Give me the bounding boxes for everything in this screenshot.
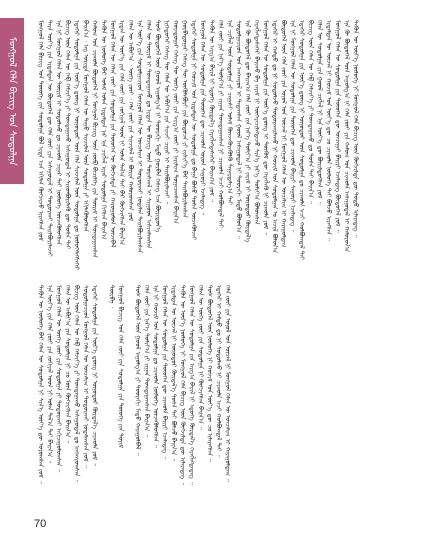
text-column-line: ᠪᠦᠲᠦᠭᠡᠯ ᠦᠨ ᠬᠡᠯᠡ ᠵᠦᠢ ᠶᠢᠨ ᠣᠨᠣᠯ ᠤᠨ ᠦᠵᠡᠯ ᠨᠢ ᠮᠣᠩᠭᠣᠯ ᠬᠡᠯᠡᠨ ᠦ ᠣᠨᠴᠠᠯᠢᠭ ᠢ ᠬᠠᠷᠠᠭᠤᠯᠳᠠᠭ [280,20,287,248]
text-column-line: ᠡᠨᠡ ᠨᠢ ᠮᠣᠩᠭᠣᠯ ᠬᠡᠯᠡᠨ ᠦ ᠰᠤᠳᠤᠯᠭᠠ ᠶᠢᠨ ᠲᠦᠦᠬᠡᠨ ᠳᠦ ᠴᠢᠬᠤᠯᠠ ᠪᠠᠢᠷᠢ ᠰᠠᠭᠤᠷᠢ ᠡᠵᠡᠯᠡᠳᠡᠭ ᠃ [289,20,296,233]
text-column-line: ᠮᠣᠩᠭᠣᠯ ᠬᠡᠯᠡᠨ ᠦ ᠰᠤᠳᠤᠯᠭᠠ ᠶᠢᠨ ᠲᠦᠦᠬᠡᠨ ᠳᠦ ᠣᠨᠴᠠᠭᠠᠢ ᠪᠠᠢᠷᠢ ᠡᠵᠡᠯᠡᠳᠡᠭ ᠪᠦᠲᠦᠭᠡᠯ ᠶᠤᠮ ᠃ [334,20,341,233]
text-column-line: ᠬᠠᠮᠤᠭ ᠤᠨ ᠴᠢᠬᠤᠯᠠ ᠪᠦᠲᠦᠭᠡᠯ ᠨᠢ ᠮᠣᠩᠭᠣᠯ ᠪᠢᠴᠢᠭ ᠦᠨ ᠵᠥᠪ ᠪᠢᠴᠢᠯᠭᠡ ᠶᠢᠨ ᠳᠦᠷᠢᠮ ᠢ ᠲᠣᠭᠲᠠᠭᠠᠭᠰᠠᠨ [91,20,98,258]
text-column-line: ᠲᠡᠭᠦᠨ ᠦ ᠠᠷᠭ᠎ᠠ ᠪᠠᠷᠢᠯ ᠨᠢ ᠡᠳᠦᠭᠡ ᠬᠦᠷᠲᠡᠯ᠎ᠡ ᠬᠡᠷᠡᠭᠯᠡᠭᠳᠡᠰᠡᠭᠡᠷ ᠪᠠᠢᠭ᠎ᠠ ᠶᠤᠮ ᠃ [208,20,215,203]
text-column-line: ᠮᠣᠩᠭᠣᠯ ᠬᠡᠯᠡᠨ ᠦ ᠦᠭᠡ ᠵᠦᠢ ᠶᠢᠨ ᠰᠤᠳᠤᠯᠭᠠ ᠶᠢ ᠲᠣᠳᠣᠷᠬᠠᠢ ᠠᠬᠢᠴᠠᠭᠤᠯᠤᠭᠰᠠᠨ ᠃ [55,285,62,473]
text-column-line: ᠡᠷᠳᠡᠮᠲᠡᠨ ᠦ ᠦᠵᠡᠯ ᠨᠢ ᠥᠨᠥᠳᠦᠷ ᠬᠦᠷᠲᠡᠯ᠎ᠡ ᠲᠤᠰᠠ ᠲᠠᠢ ᠪᠣᠯᠵᠤ ᠪᠠᠢᠨ᠎ᠠ ᠃ [170,285,177,462]
text-column-line: ᠲᠤᠰ ᠪᠦᠲᠦᠭᠡᠯ ᠦᠨ ᠭᠣᠣᠯ ᠠᠭᠤᠯᠭ᠎ᠠ ᠨᠢ ᠳᠣᠣᠷᠠᠬᠢ ᠮᠡᠲᠦ ᠭᠤᠷᠪᠠᠨ ᠬᠡᠰᠡᠭ ᠡᠴᠡ ᠪᠦᠷᠢᠳᠦᠨ᠎ᠡ [154,20,161,233]
text-column-line: ᠪᠢᠴᠢᠭ ᠦᠨ ᠬᠡᠯᠡᠨ ᠦ ᠬᠡᠪ ᠬᠡᠮᠵᠢᠶ᠎ᠡ ᠶᠢ ᠲᠣᠭᠲᠠᠭᠠᠬᠤ ᠠᠰᠠᠭᠤᠳᠠᠯ ᠢ ᠰᠢᠢᠳᠪᠦᠷᠢᠯᠡᠬᠦ ᠳᠦ ᠲᠤᠰᠠ ᠲᠠᠢ [64,20,71,250]
text-column-line: ᠲᠡᠭᠦᠨ ᠦ ᠨᠥᠯᠥᠭᠡ ᠪᠡᠷ ᠤᠯᠠᠮ ᠣᠯᠠᠨ ᠡᠷᠳᠡᠮᠲᠡᠨ ᠨᠠᠷ ᠡᠨᠡ ᠴᠢᠭᠯᠡᠯ ᠢᠶᠡᠷ ᠰᠤᠳᠤᠯᠭᠠ ᠬᠢᠭᠰᠡᠨ ᠪᠠᠢᠨ᠎ᠠ [100,20,107,240]
text-column-line: ᠡᠨᠡ ᠬᠦ ᠪᠦᠲᠦᠭᠡᠯ ᠦᠨ ᠠᠭᠤᠯᠭ᠎ᠠ ᠨᠢ ᠬᠡᠯᠡ ᠵᠦᠢ ᠶᠢᠨ ᠬᠠᠮᠤᠭ ᠤᠨ ᠴᠢᠬᠤᠯᠠ ᠠᠰᠠᠭᠤᠳᠠᠯ ᠢ ᠬᠠᠮᠤᠷᠤᠨ᠎ᠠ [343,20,350,253]
text-column-line: ᠮᠣᠩᠭᠣᠯ ᠬᠡᠯᠡᠨ ᠦ ᠰᠤᠳᠤᠯᠭᠠ ᠶᠢᠨ ᠲᠦᠦᠬᠡᠨ ᠳᠦ ᠴᠢᠬᠤᠯᠠ ᠣᠷᠤᠨ ᠰᠠᠭᠤᠷᠢ ᠡᠵᠡᠯᠡᠳᠡᠭ ᠃ [199,20,206,216]
text-column-line: ᠬᠡᠯᠡ ᠵᠦᠢ ᠶᠢᠨ ᠣᠨᠣᠯ ᠤᠨ ᠦᠵᠡᠯ ᠨᠢ ᠮᠣᠩᠭᠣᠯ ᠬᠡᠯᠡᠨ ᠦ ᠣᠨᠴᠠᠯᠢᠭ ᠢ ᠬᠠᠷᠠᠭᠤᠯᠳᠠᠭ ᠃ [224,285,231,482]
text-column-line: ᠪᠠᠢᠨ᠎ᠠ ᠂ ᠡᠩ ᠤᠷᠢᠳᠠ ᠮᠣᠩᠭᠣᠯ ᠬᠡᠯᠡᠨ ᠦ ᠳᠠᠭᠤ ᠰᠢᠨᠵᠢᠯᠡᠯ ᠦᠨ ᠰᠤᠳᠤᠯᠭᠠ ᠶᠢ ᠡᠬᠢᠯᠡᠭᠦᠯᠦᠭᠰᠡᠨ [82,20,89,232]
text-column-line: ᠰᠤᠳᠤᠯᠭᠠᠴᠢᠳ ᠮᠣᠩᠭᠣᠯ ᠬᠡᠯᠡᠨ ᠦ ᠣᠨᠴᠠᠯᠢᠭ ᠢ ᠲᠣᠳᠣᠷᠬᠠᠢ ᠨᠣᠲᠠᠯᠠᠭᠰᠠᠨ ᠶᠤᠮ ᠃ [82,285,89,468]
text-column-line: ᠬᠡᠯᠡ ᠵᠦᠢ ᠶᠢᠨ ᠨᠡᠷ᠎ᠡ ᠲᠣᠮᠢᠶ᠎ᠠ ᠶᠢ ᠵᠢᠭᠠᠨ ᠲᠣᠭᠲᠠᠭᠠᠭᠰᠠᠨ ᠪᠠᠢᠨ᠎ᠠ ᠃ [143,285,150,438]
section-heading-number: ᠳᠥᠷᠪᠡ ᠂ [108,285,115,309]
text-column-line: ᠲᠤᠰ ᠪᠦᠲᠦᠭᠡᠯ ᠦᠨ ᠭᠣᠣᠯ ᠠᠭᠤᠯᠭ᠎ᠠ ᠶᠢ ᠳᠣᠣᠷᠠᠬᠢ ᠮᠡᠲᠦ ᠬᠠᠷᠠᠭᠤᠯᠪᠠᠯ ᠃ [134,285,141,456]
text-column-line: ᠡᠷᠲᠡᠨ ᠦ ᠦᠶ᠎ᠡ ᠶᠢᠨ ᠬᠡᠯᠡ ᠵᠦᠢ ᠶᠢᠨ ᠵᠣᠬᠢᠶᠠᠯ ᠤᠳ ᠨᠢ ᠣᠯᠠᠨ ᠲᠠᠯ᠎ᠠ ᠲᠠᠢ ᠪᠡᠷ ᠬᠥᠭᠵᠢᠭᠰᠡᠨ ᠪᠠᠢᠨ᠎ᠠ [118,20,125,246]
text-column-line: ᠡᠳᠡᠭᠡᠷ ᠰᠤᠳᠤᠯᠭᠠ ᠨᠢ ᠬᠣᠵᠢᠮ ᠤᠨ ᠡᠷᠳᠡᠮᠲᠡᠨ ᠦ ᠰᠤᠳᠤᠯᠭᠠ ᠳᠤ ᠪᠠᠭᠠ ᠪᠤᠰᠤ ᠲᠤᠰᠠ ᠦᠵᠡᠭᠦᠯᠵᠡᠢ [190,20,197,241]
text-column-line: ᠡᠳᠡᠭᠡᠷ ᠰᠤᠳᠤᠯᠭᠠ ᠶᠢᠨ ᠦᠷ᠎ᠡ ᠳ᠋ᠦᠩ ᠨᠢ ᠥᠨᠥᠳᠦᠷ ᠦᠨ ᠰᠤᠳᠤᠯᠭᠠ ᠳᠤ ᠴᠢᠬᠤᠯᠠ ᠠᠴᠢ ᠬᠣᠯᠪᠣᠭᠳᠠᠯ ᠲᠠᠢ [298,20,305,260]
text-column-line: ᠲᠡᠭᠦᠨ ᠦ ᠦᠷ᠎ᠡ ᠨᠥᠯᠥᠭᠡ ᠨᠢ ᠮᠣᠩᠭᠣᠯ ᠬᠡᠯᠡ ᠪᠢᠴᠢᠭ ᠦᠨ ᠬᠥᠭᠵᠢᠯᠲᠡ ᠳᠦ ᠢᠯᠡᠷᠡᠳᠡᠭ ᠃ [179,285,186,486]
section-heading-title: ᠮᠣᠩᠭᠣᠯ ᠪᠢᠴᠢᠭ ᠤᠨ ᠬᠡᠯᠡ ᠵᠦᠢ ᠶᠢᠨ ᠰᠤᠳᠤᠯᠭᠠ ᠶᠢᠨ ᠲᠦᠦᠬᠡ ᠶᠢᠨ ᠲᠣᠶᠢᠮ [117,285,124,449]
text-column-line: ᠡᠳᠡᠭᠡᠷ ᠰᠤᠳᠤᠯᠭᠠ ᠶᠢᠨ ᠦᠷ᠎ᠡ ᠳ᠋ᠦᠩ ᠨᠢ ᠥᠨᠥᠳᠦᠷ ᠬᠦᠷᠲᠡᠯ᠎ᠡ ᠴᠢᠬᠤᠯᠠ ᠶᠤᠮ ᠃ [91,285,98,467]
text-column-line: ᠡᠨᠡ ᠦᠶ᠎ᠡ ᠶᠢᠨ ᠬᠡᠯᠡ ᠵᠦᠢ ᠶᠢᠨ ᠵᠣᠬᠢᠶᠠᠯ ᠤᠳ ᠨᠢ ᠣᠯᠠᠨ ᠲᠠᠯ᠎ᠠ ᠲᠠᠢ ᠪᠠᠢᠨ᠎ᠠ ᠃ [46,285,53,464]
text-column-line: ᠬᠡᠯᠡ ᠵᠦᠢ ᠶᠢᠨ ᠨᠡᠷ᠎ᠡ ᠲᠣᠮᠢᠶ᠎ᠠ ᠶᠢ ᠵᠢᠭᠠᠨ ᠲᠣᠭᠲᠠᠭᠠᠭᠰᠠᠨ ᠨᠢ ᠴᠢᠬᠤᠯᠠ ᠠᠴᠢ ᠬᠣᠯᠪᠣᠭᠳᠠᠯ ᠲᠠᠢ [217,20,224,228]
text-column-line: ᠬᠡᠯᠡᠨ ᠦ ᠠᠪᠢᠶ᠎ᠠ ᠂ ᠦᠭᠡ ᠵᠦᠢ ᠂ ᠬᠡᠯᠡ ᠵᠦᠢ ᠶᠢᠨ ᠰᠢᠨᠵᠢᠯᠡᠯ ᠢ ᠪᠦᠷᠢᠨ ᠬᠠᠮᠤᠷᠤᠭᠰᠠᠨ ᠶᠤᠮ [127,20,134,222]
text-column-line: ᠮᠣᠩᠭᠣᠯ ᠬᠡᠯᠡ ᠪᠢᠴᠢᠭ ᠤᠨ ᠲᠦᠦᠬᠡ ᠶᠢᠨ ᠰᠤᠳᠤᠯᠭᠠ ᠪᠣᠯ ᠡᠷᠲᠡ ᠡᠴᠡ ᠡᠬᠢᠯᠡᠨ ᠬᠥᠭᠵᠢᠵᠦ ᠢᠷᠡᠭᠰᠡᠨ ᠶᠤᠮ [37,20,44,241]
text-column-line: ᠬᠡᠯᠡᠨ ᠦ ᠦᠭᠡ ᠵᠦᠢ ᠶᠢᠨ ᠰᠤᠳᠤᠯᠭᠠ ᠨᠢ ᠬᠥᠭᠵᠢᠭᠰᠡᠨ ᠪᠠᠢᠨ᠎ᠠ ᠃ [197,285,204,430]
page-number: 70 [34,518,47,530]
text-column-line: ᠪᠢᠴᠢᠭ ᠦᠨ ᠬᠡᠯᠡᠨ ᠦ ᠬᠡᠪ ᠬᠡᠮᠵᠢᠶ᠎ᠡ ᠶᠢ ᠲᠣᠭᠲᠠᠭᠠᠬᠤ ᠠᠰᠠᠭᠤᠳᠠᠯ ᠳᠤ ᠠᠩᠬᠠᠷᠤᠭᠰᠠᠨ ᠃ [73,285,80,483]
text-column-line: ᠮᠣᠩᠭᠣᠯ ᠬᠡᠯᠡᠨ ᠦ ᠬᠡᠯᠡᠨ ᠵᠦᠢ ᠶᠢᠨ ᠰᠤᠳᠤᠯᠭᠠ ᠶᠢᠨ ᠲᠦᠦᠬᠡᠨ ᠦ ᠬᠥᠭᠵᠢᠯᠲᠡ ᠶᠢ ᠬᠠᠷᠤᠭᠤᠯᠤᠨ ᠦᠵᠡᠪᠡᠯ [109,20,116,248]
text-column-line: ᠡᠨᠡ ᠦᠶ᠎ᠡ ᠶᠢᠨ ᠰᠤᠳᠤᠯᠭᠠᠴᠢᠳ ᠮᠣᠩᠭᠣᠯ ᠬᠡᠯᠡᠨ ᠦ ᠣᠨᠴᠠᠯᠢᠭ ᠢ ᠲᠣᠳᠣᠷᠬᠠᠢ ᠨᠣᠲᠠᠯᠠᠨ ᠲᠠᠢᠯᠪᠤᠷᠢᠯᠠᠭᠰᠠᠨ [136,20,143,254]
chapter-side-tab [0,18,24,184]
text-column-line: ᠮᠣᠩᠭᠣᠯ ᠬᠡᠯᠡᠨ ᠦ ᠰᠤᠳᠤᠯᠭᠠ ᠶᠢᠨ ᠠᠷᠭ᠎ᠠ ᠪᠠᠷᠢᠯ ᠨᠢ ᠡᠳᠦᠭᠡ ᠬᠦᠷᠲᠡᠯ᠎ᠡ ᠬᠡᠷᠡᠭᠯᠡᠭᠳᠡᠳᠡᠭ ᠃ [188,285,195,485]
text-column-line: ᠮᠣᠩᠭᠣᠯ ᠬᠡᠯᠡᠨ ᠦ ᠰᠤᠳᠤᠯᠭᠠ ᠶᠢᠨ ᠲᠦᠦᠬᠡᠨ ᠳᠦ ᠴᠢᠬᠤᠯᠠ ᠪᠠᠢᠷᠢ ᠡᠵᠡᠯᠡᠳᠡᠭ ᠃ [161,285,168,460]
body-text-bottom [36,285,398,507]
text-column-line: ᠲᠡᠷᠡ ᠦᠶ᠎ᠡ ᠶᠢᠨ ᠡᠷᠳᠡᠮᠲᠡᠨ ᠦ ᠪᠦᠲᠦᠭᠡᠯ ᠳᠦ ᠬᠡᠯᠡ ᠵᠦᠢ ᠶᠢᠨ ᠠᠰᠠᠭᠤᠳᠠᠯ ᠢ ᠲᠣᠳᠣᠷᠬᠠᠢ ᠲᠠᠢᠯᠪᠤᠷᠢᠯᠠᠵᠠᠢ [46,20,53,257]
body-text-top [36,20,398,276]
chapter-side-tab-title: ᠮᠣᠩᠭᠣᠯ ᠬᠡᠯᠡ ᠪᠢᠴᠢᠭ ᠤᠨ ᠰᠤᠳᠤᠯᠭᠠ [6,36,18,166]
text-column-line: ᠭᠤᠷᠪᠠᠳᠤᠭᠠᠷ ᠬᠡᠰᠡᠭ ᠲᠦ ᠥᠭᠦᠯᠡᠪᠦᠷᠢ ᠶᠢᠨ ᠪᠦᠲᠦᠴᠡ ᠶᠢ ᠵᠢᠱᠢᠶ᠎ᠡ ᠪᠡᠷ ᠲᠠᠢᠯᠪᠤᠷᠢᠯᠠᠭᠰᠠᠨ [181,20,188,218]
text-column-line: ᠬᠡᠯᠡᠨ ᠦ ᠳᠦᠷᠢᠮ ᠢ ᠲᠣᠭᠲᠠᠭᠠᠬᠤ ᠳᠤ ᠡᠷᠲᠡᠨ ᠦ ᠪᠢᠴᠢᠭ ᠦᠨ ᠳᠤᠷᠠᠰᠬᠠᠯ ᠢ ᠰᠢᠭᠤᠳ ᠠᠰᠢᠭᠯᠠᠭᠰᠠᠨ [145,20,152,249]
text-column-line: ᠲᠡᠭᠦᠨ ᠦ ᠨᠥᠯᠥᠭᠡ ᠪᠡᠷ ᠬᠡᠯᠡᠨ ᠦ ᠰᠤᠳᠤᠯᠭᠠ ᠨᠢ ᠰᠢᠨ᠎ᠡ ᠦᠶ᠎ᠡ ᠳᠦ ᠣᠷᠤᠭᠰᠠᠨ ᠶᠤᠮ ᠃ [37,285,44,484]
text-column-line: ᠨᠢᠭᠡᠳᠦᠭᠡᠷ ᠬᠡᠰᠡᠭ ᠲᠦ ᠬᠡᠯᠡᠨ ᠦ ᠠᠪᠢᠶ᠎ᠠ ᠶᠢᠨ ᠰᠢᠨᠵᠢ ᠴᠢᠨᠠᠷ ᠢ ᠲᠠᠢᠯᠪᠤᠷᠢᠯᠠᠵᠠᠢ ᠃ [163,20,170,205]
text-column-line: ᠡᠳᠡᠭᠡᠷ ᠢ ᠬᠠᠮᠲᠤ ᠳᠤ ᠨᠢ ᠰᠤᠳᠤᠯᠬᠤ ᠨᠢ ᠴᠢᠬᠤᠯᠠ ᠠᠴᠢ ᠬᠣᠯᠪᠣᠭᠳᠠᠯ ᠲᠠᠢ ᠃ [215,285,222,458]
text-column-line: ᠡᠨᠡ ᠨᠢ ᠮᠣᠩᠭᠣᠯ ᠬᠡᠯᠡᠨ ᠦ ᠳᠦᠷᠢᠮ ᠢ ᠰᠤᠳᠤᠯᠬᠤ ᠳᠤ ᠴᠢᠬᠤᠯᠠ ᠴᠢᠨᠠᠷ ᠲᠠᠢ ᠨᠥᠯᠥᠭᠡ ᠦᠵᠡᠭᠦᠯᠦᠭᠰᠡᠨ [55,20,62,245]
text-column-line: ᠬᠡᠯᠡᠨ ᠦ ᠠᠪᠢᠶ᠎ᠠ ᠶᠢᠨ ᠰᠤᠳᠤᠯᠭᠠ ᠨᠢ ᠴᠤ ᠮᠥᠨ ᠬᠥᠭᠵᠢᠭᠰᠡᠨ ᠪᠠᠢᠨ᠎ᠠ ᠃ [64,285,71,444]
text-column-line: ᠡᠳᠡᠭᠡᠷ ᠰᠤᠳᠤᠯᠭᠠ ᠶᠢᠨ ᠦᠷ᠎ᠡ ᠳ᠋ᠦᠩ ᠨᠢ ᠥᠨᠥᠳᠦᠷ ᠦᠨ ᠬᠡᠯᠡ ᠰᠢᠨᠵᠢᠯᠡᠯ ᠦᠨ ᠰᠤᠳᠤᠯᠭᠠ ᠳᠤ ᠨᠥᠯᠥᠭᠡᠯᠡᠭᠰᠡᠭᠡᠷ [73,20,80,270]
text-column-line: ᠡᠨᠡ ᠬᠦ ᠪᠦᠲᠦᠭᠡᠯ ᠳᠦ ᠪᠠᠢᠭ᠎ᠠ ᠬᠡᠯᠡ ᠵᠦᠢ ᠶᠢᠨ ᠨᠡᠷ᠎ᠡ ᠲᠣᠮᠢᠶ᠎ᠠ ᠶᠢ ᠵᠠᠷᠢᠮ ᠨᠢ ᠥᠨᠥᠳᠦᠷ ᠬᠦᠷᠲᠡᠯ᠎ᠡ [244,20,251,243]
text-column-line: ᠡᠨᠡ ᠨᠢ ᠬᠣᠵᠢᠮ ᠤᠨ ᠰᠤᠳᠤᠯᠭᠠ ᠳᠤ ᠴᠢᠬᠤᠯᠠ ᠨᠥᠯᠥᠭᠡ ᠦᠵᠡᠭᠦᠯᠦᠭᠰᠡᠨ ᠃ [152,285,159,448]
text-column-line: ᠡᠷᠳᠡᠮᠲᠡᠨ ᠦ ᠦᠵᠡᠯ ᠨᠢ ᠬᠣᠵᠢᠮ ᠤᠨ ᠦᠶ᠎ᠡ ᠳᠦ ᠴᠤ ᠴᠢᠬᠤᠯᠠ ᠨᠥᠯᠥᠭᠡ ᠲᠠᠢ ᠪᠣᠯᠵᠤ ᠢᠷᠡᠭᠰᠡᠨ ᠃ [325,20,332,241]
text-column-line: ᠬᠡᠯᠡᠨ ᠦ ᠰᠤᠳᠤᠯᠭᠠ ᠶᠢᠨ ᠭᠣᠣᠯ ᠴᠢᠭᠯᠡᠯ ᠨᠢ ᠡᠨᠡ ᠦᠶ᠎ᠡ ᠳᠦ ᠪᠦᠷᠢᠯᠳᠦᠭᠰᠡᠨ ᠶᠤᠮ ᠃ [316,20,323,205]
text-column-line: ᠮᠣᠩᠭᠣᠯ ᠬᠡᠯᠡᠨ ᠦ ᠰᠤᠳᠤᠯᠭᠠ ᠶᠢᠨ ᠦᠷ᠎ᠡ ᠳ᠋ᠦᠩ ᠢ ᠳᠦᠭᠦᠮ ᠳᠦ ᠬᠡᠷᠡᠭᠯᠡᠬᠦ ᠨᠢ ᠴᠢᠬᠤᠯᠠ ᠶᠤᠮ ᠃ [262,20,269,236]
text-column-line: ᠲᠤᠰ ᠪᠦᠲᠦᠭᠡᠯ ᠦᠨ ᠨᠥᠯᠥᠭᠡ ᠨᠢ ᠬᠣᠵᠢᠮ ᠤᠨ ᠦᠶ᠎ᠡ ᠳᠦ ᠴᠤ ᠢᠯᠡᠷᠡᠭᠰᠡᠨ ᠃ [206,285,213,462]
text-column-line: ᠬᠡᠷᠡᠭᠯᠡᠭᠳᠡᠰᠡᠭᠡᠷ ᠪᠠᠢᠬᠤ ᠪᠠ ᠵᠠᠷᠢᠮ ᠨᠢ ᠥᠭᠡᠷᠡᠴᠢᠯᠡᠭᠳᠡᠵᠦ ᠰᠢᠨ᠎ᠡ ᠨᠡᠷ᠎ᠡ ᠲᠣᠮᠢᠶ᠎ᠠ ᠪᠣᠯᠤᠭᠰᠠᠨ [253,20,260,225]
text-column-line: ᠡᠨᠡ ᠴᠢᠭᠯᠡᠯ ᠦᠨ ᠰᠤᠳᠤᠯᠭᠠ ᠶᠢ ᠴᠠᠭᠠᠰᠢ ᠤᠯᠠᠮ ᠭᠦᠨᠵᠡᠭᠦᠷᠡᠭᠦᠯᠬᠦ ᠱᠠᠭᠠᠷᠳᠠᠯᠭ᠎ᠠ ᠲᠠᠢ [226,20,233,205]
text-column-line: ᠡᠳᠡᠭᠡᠷ ᠢ ᠬᠠᠮᠲᠤ ᠳᠤ ᠨᠢ ᠰᠤᠳᠤᠯᠵᠤ ᠲᠣᠳᠣᠷᠬᠠᠢᠯᠠᠬᠤ ᠨᠢ ᠬᠣᠵᠢᠮ ᠤᠨ ᠰᠤᠳᠤᠯᠭᠠᠨ ᠤ ᠠᠵᠢᠯ ᠪᠣᠯᠤᠨ᠎ᠠ [271,20,278,254]
text-column-line: ᠲᠡᠭᠦᠨ ᠦ ᠦᠷ᠎ᠡ ᠨᠥᠯᠥᠭᠡ ᠨᠢ ᠮᠣᠩᠭᠣᠯ ᠬᠡᠯᠡ ᠪᠢᠴᠢᠭ ᠦᠨ ᠬᠥᠭᠵᠢᠯᠲᠡ ᠳᠦ ᠲᠣᠳᠣ ᠢᠯᠡᠷᠡᠳᠡᠭ ᠃ [352,20,359,238]
text-column-line: ᠬᠣᠶᠠᠳᠤᠭᠠᠷ ᠬᠡᠰᠡᠭ ᠲᠦ ᠦᠭᠡ ᠵᠦᠢ ᠶᠢᠨ ᠠᠷᠭ᠎ᠠ ᠵᠦᠢ ᠶᠢ ᠨᠠᠷᠢᠯᠢᠭ ᠲᠣᠭᠠᠴᠠᠭᠰᠠᠨ ᠪᠠᠢᠨ᠎ᠠ [172,20,179,224]
text-column-line: ᠪᠢᠴᠢᠭ ᠦᠨ ᠬᠡᠯᠡᠨ ᠦ ᠬᠡᠪ ᠬᠡᠮᠵᠢᠶ᠎ᠡ ᠶᠢ ᠲᠣᠭᠲᠠᠭᠠᠬᠤ ᠳᠤ ᠲᠤᠰᠠ ᠲᠠᠢ ᠪᠠᠢᠨ᠎ᠠ ᠃ [307,20,314,204]
text-column-line: ᠰᠤᠳᠤᠯᠭᠠᠴᠢᠳ ᠤᠨ ᠠᠩᠬᠠᠷᠤᠯ ᠢ ᠲᠠᠲᠠᠭᠰᠠᠨ ᠭᠣᠣᠯ ᠠᠰᠠᠭᠤᠳᠠᠯ ᠨᠢ ᠳᠣᠣᠷᠠᠬᠢ ᠮᠡᠲᠦ ᠪᠣᠯᠤᠨ᠎ᠠ ᠃ [235,20,242,239]
